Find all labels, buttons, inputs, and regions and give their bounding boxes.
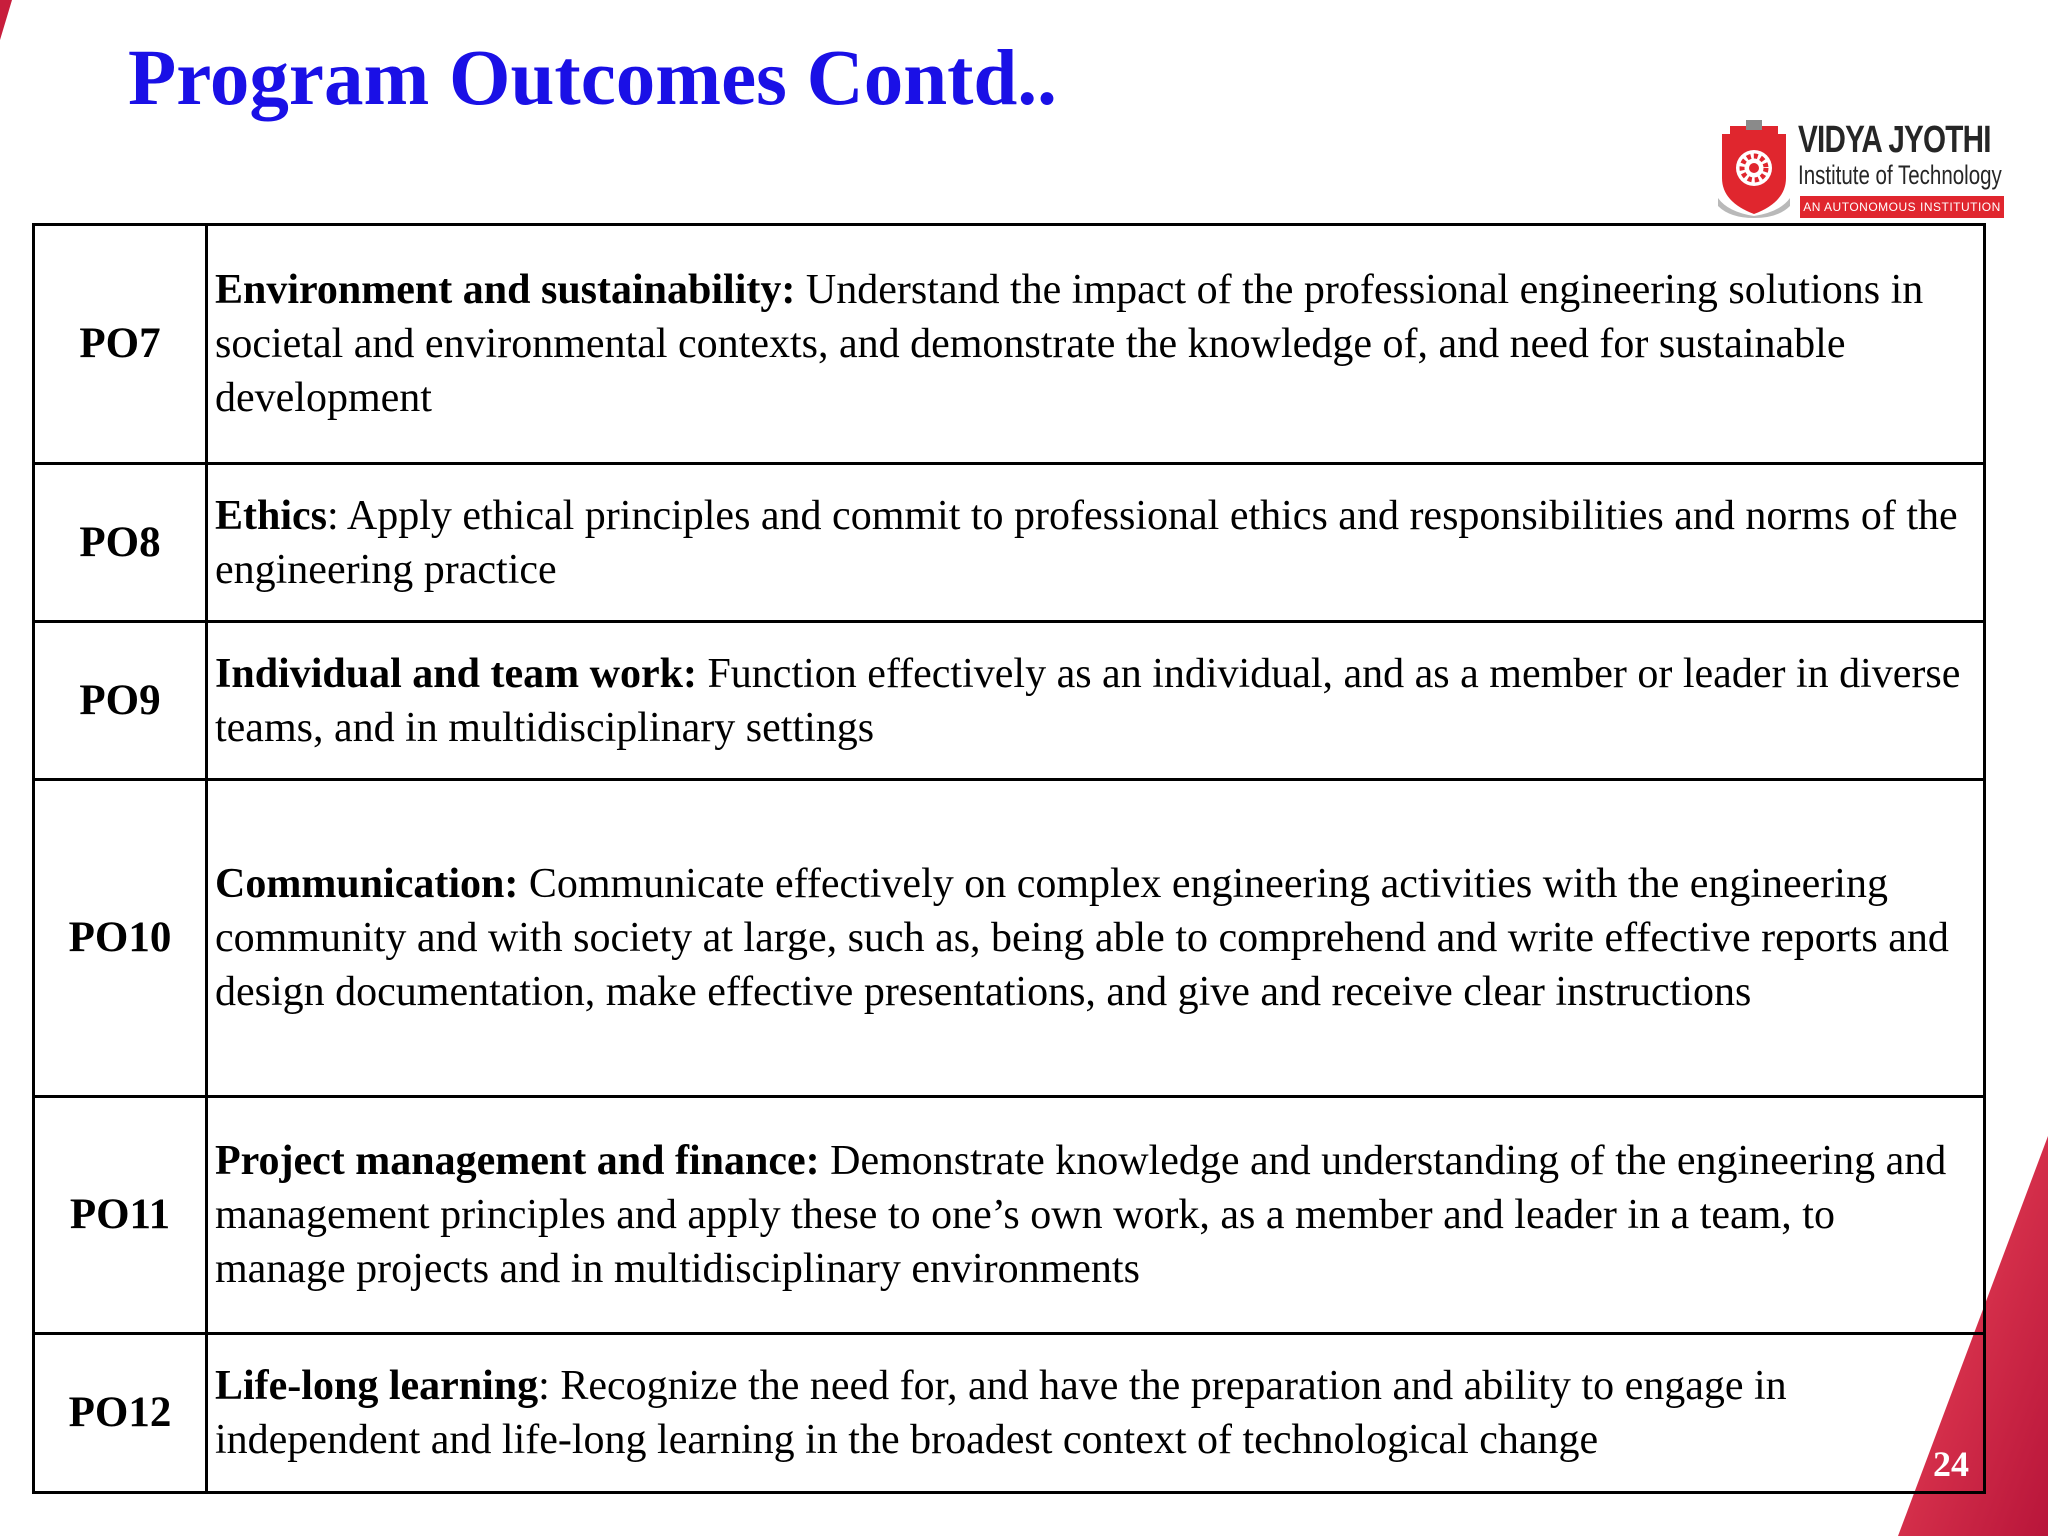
outcome-term: Ethics xyxy=(215,492,328,539)
outcome-description: Demonstrate knowledge and understanding of the engineering and management principles and apply these to one’s own work, as a member and leader in a team, to manage projects and in multidisciplinary environments xyxy=(215,1138,1947,1292)
table-row xyxy=(34,464,1985,622)
outcome-cell xyxy=(207,1334,1985,1493)
outcome-cell xyxy=(207,225,1985,464)
outcome-term: Communication: xyxy=(215,861,519,907)
table-row xyxy=(34,622,1985,780)
outcome-code: PO11 xyxy=(34,1097,207,1334)
page-title: Program Outcomes Contd.. xyxy=(128,35,1057,122)
outcome-term: Life-long learning xyxy=(215,1363,539,1409)
outcome-description: : Recognize the need for, and have the preparation and ability to engage in independent and life-long learning in the broadest context of technological change xyxy=(215,1363,1787,1463)
logo-subtitle: Institute of Technology xyxy=(1798,160,2002,190)
outcome-code: PO12 xyxy=(34,1334,207,1493)
outcome-term: Project management and finance: xyxy=(215,1138,820,1184)
outcome-description: Communicate effectively on complex engineering activities with the engineering community and with society at large, such as, being able to comprehend and write effective reports and design documentation, make effective presentations, and give and receive clear instructions xyxy=(215,861,1949,1015)
outcome-code: PO7 xyxy=(34,225,207,464)
page-number: 24 xyxy=(1933,1444,1969,1484)
outcome-description: Function effectively as an individual, and as a member or leader in diverse teams, and in multidisciplinary settings xyxy=(215,650,1961,751)
institution-logo xyxy=(1716,114,2006,224)
logo-name: VIDYA JYOTHI xyxy=(1798,119,1991,161)
outcome-term: Individual and team work: xyxy=(215,650,697,697)
table-row xyxy=(34,1097,1985,1334)
outcomes-table xyxy=(32,223,1986,1494)
table-row xyxy=(34,1334,1985,1493)
outcome-description: Understand the impact of the professional engineering solutions in societal and environmental contexts, and demonstrate the knowledge of, and need for sustainable development xyxy=(215,267,1924,421)
outcome-code: PO9 xyxy=(34,622,207,780)
table-row xyxy=(34,225,1985,464)
corner-accent-top-left xyxy=(0,0,12,40)
outcome-cell xyxy=(207,622,1985,780)
vjit-emblem-icon xyxy=(1716,120,1792,218)
logo-tagline: AN AUTONOMOUS INSTITUTION xyxy=(1800,196,2004,218)
outcome-term: Environment and sustainability: xyxy=(215,267,796,313)
outcome-description: : Apply ethical principles and commit to professional ethics and responsibilities and norms of the engineering practice xyxy=(215,492,1958,593)
table-row xyxy=(34,780,1985,1097)
outcome-cell xyxy=(207,464,1985,622)
outcome-code: PO8 xyxy=(34,464,207,622)
outcome-code: PO10 xyxy=(34,780,207,1097)
outcome-cell xyxy=(207,780,1985,1097)
outcome-cell xyxy=(207,1097,1985,1334)
